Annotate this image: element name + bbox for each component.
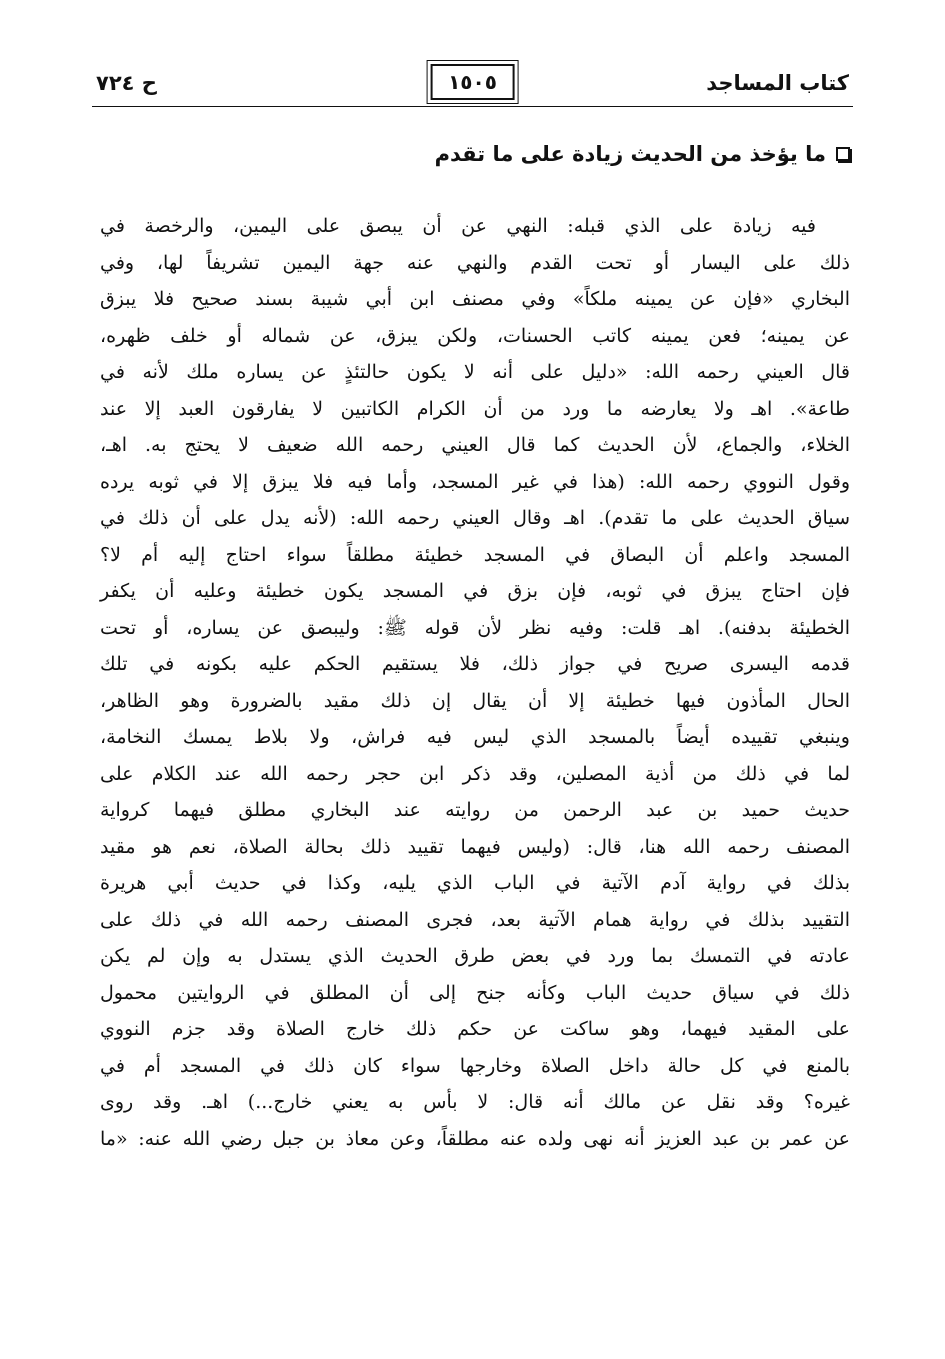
body-line: طاعة». اهـ ولا يعارضه ما ورد من أن الكرام الكاتبين لا يفارقون العبد إلا عند bbox=[100, 397, 850, 420]
body-line: فيه زيادة على الذي قبله: النهي عن أن يبصق على اليمين، والرخصة في bbox=[100, 215, 816, 237]
body-line: قال العيني رحمه الله: «دليل على أنه لا يكون حالتئذٍ عن يساره ملك لأنه في bbox=[100, 361, 850, 383]
page-header bbox=[92, 62, 853, 104]
body-line: المصنف رحمه الله هنا، قال: (وليس فيهما تقييد ذلك بحالة الصلاة، نعم هو مقيد bbox=[100, 835, 850, 858]
body-line: غيره؟ وقد نقل عن مالك أنه قال: لا بأس به يعني خارج...) اهـ. وقد روى bbox=[100, 1091, 850, 1113]
header-rule bbox=[92, 106, 853, 107]
body-line: عن يمينه؛ فعن يمينه كاتب الحسنات، ولكن يبزق، عن شماله أو خلف ظهره، bbox=[100, 324, 850, 347]
body-line: عن عمر بن عبد العزيز أنه نهى ولده عنه مطلقاً، وعن معاذ بن جبل رضي الله عنه: «ما bbox=[100, 1127, 850, 1150]
section-heading-text: ما يؤخذ من الحديث زيادة على ما تقدم bbox=[434, 142, 826, 166]
book-title: كتاب المساجد bbox=[706, 71, 849, 95]
body-line: سياق الحديث على ما تقدم). اهـ وقال العيني رحمه الله: (لأنه يدل على أن ذلك في bbox=[100, 507, 850, 529]
body-line: لما في ذلك من أذية المصلين، وقد ذكر ابن حجر رحمه الله عند الكلام على bbox=[100, 762, 850, 785]
body-line: على المقيد فيهما، وهو ساكت عن حكم ذلك خارج الصلاة وقد جزم النووي bbox=[100, 1018, 850, 1040]
section-heading bbox=[435, 142, 850, 166]
body-line: فإن احتاج يبزق في ثوبه، فإن بزق في المسجد يكون خطيئة وعليه أن يكفر bbox=[100, 580, 850, 602]
body-text bbox=[100, 208, 850, 1157]
body-line: الحال المأذون فيها خطيئة إلا أن يقال إن ذلك مقيد بالضرورة وهو الظاهر، bbox=[100, 689, 850, 712]
body-line: الخطيئة بدفنه). اهـ قلت: وفيه نظر لأن قوله ﷺ: وليبصق عن يساره، أو تحت bbox=[100, 616, 850, 639]
body-line: التقييد بذلك في رواية همام الآتية بعد، فجرى المصنف رحمه الله في ذلك على bbox=[100, 908, 850, 931]
body-line: وقول النووي رحمه الله: (هذا في غير المسجد، وأما فيه فلا يبزق إلا في ثوبه يرده bbox=[100, 470, 851, 493]
body-line: ذلك في سياق حديث الباب وكأنه جنح إلى أن المطلق في الروايتين محمول bbox=[100, 981, 850, 1004]
body-line: بذلك في رواية آدم الآتية في الباب الذي يليه، وكذا في حديث أبي هريرة bbox=[100, 872, 850, 894]
body-line: بالمنع في كل حالة داخل الصلاة وخارجها سواء كان ذلك في المسجد أم في bbox=[100, 1054, 850, 1077]
body-line: قدمه اليسرى صريح في جواز ذلك، فلا يستقيم الحكم عليه بكونه في تلك bbox=[100, 653, 850, 675]
body-line: البخاري «فإن عن يمينه ملكاً» وفي مصنف ابن أبي شيبة بسند صحيح فلا يبزق bbox=[100, 288, 850, 310]
body-line: عادته في التمسك بما ورد في بعض طرق الحديث الذي يستدل به وإن لم يكن bbox=[100, 945, 850, 967]
body-line: الخلاء، والجماع، لأن الحديث كما قال العيني رحمه الله ضعيف لا يحتج به. اهـ، bbox=[100, 434, 850, 456]
body-line: ذلك على اليسار أو تحت القدم والنهي عنه جهة اليمين تشريفاً لها، وفي bbox=[100, 251, 850, 274]
body-line: المسجد واعلم أن البصاق في المسجد خطيئة مطلقاً سواء احتاج إليه أم لا؟ bbox=[100, 543, 850, 566]
square-bullet-icon bbox=[836, 147, 850, 161]
hadith-reference: ح ٧٢٤ bbox=[96, 71, 157, 95]
body-line: حديث حميد بن عبد الرحمن من روايته عند البخاري مطلق فيهما كرواية bbox=[100, 799, 850, 821]
body-line: وينبغي تقييده أيضاً بالمسجد الذي ليس فيه فراش، ولا بلاط يمسك النخامة، bbox=[100, 726, 850, 748]
page-number: ١٥٠٥ bbox=[430, 64, 515, 100]
